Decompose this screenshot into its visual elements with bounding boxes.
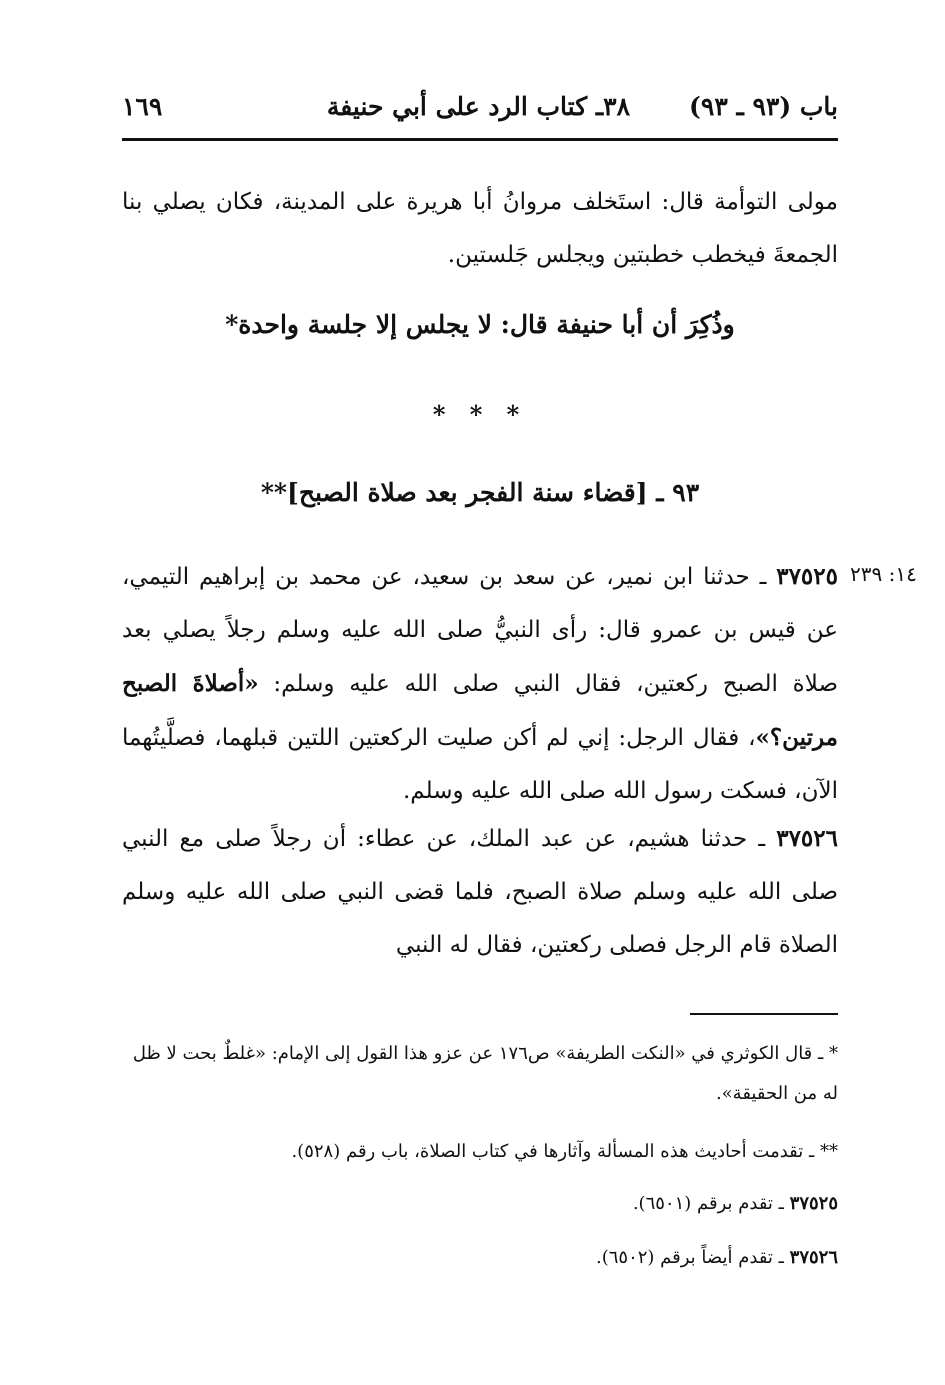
footnote-4 xyxy=(122,1238,838,1278)
running-header xyxy=(122,92,838,132)
hadith-37526-number: ٣٧٥٢٦ xyxy=(776,825,838,852)
page-number: ١٦٩ xyxy=(122,92,163,121)
footnote-3 xyxy=(122,1184,838,1224)
hadith-37525-text: ـ حدثنا ابن نمير، عن سعد بن سعيد، عن محمد بن إبراهيم التيمي، عن قيس بن عمرو قال: رأى النبيُّ صلى الله عليه وسلم رجلاً يصلي بعد صلاة الصبح ركعتين، فقال النبي صلى الله عليه وسلم: xyxy=(122,564,838,697)
hadith-37525-text-continued: ، فقال الرجل: إني لم أكن صليت الركعتين اللتين قبلهما، فصلَّيتُهما الآن، فسكت رسول الله صلى الله عليه وسلم. xyxy=(122,725,838,804)
footnote-4-text: ـ تقدم أيضاً برقم (٦٥٠٢). xyxy=(595,1247,790,1268)
footnote-1: * ـ قال الكوثري في «النكت الطريفة» ص١٧٦ عن عزو هذا القول إلى الإمام: «غلطٌ بحت لا ظل له من الحقيقة». xyxy=(132,1043,838,1104)
hadith-37526 xyxy=(122,812,838,972)
footnote-2: ** ـ تقدمت أحاديث هذه المسألة وآثارها في كتاب الصلاة، باب رقم (٥٢٨). xyxy=(291,1141,838,1162)
footnote-rule xyxy=(690,1013,838,1015)
footnote-4-number: ٣٧٥٢٦ xyxy=(789,1247,838,1268)
section-separator: * * * xyxy=(432,400,528,429)
header-chapter: باب (٩٣ ـ ٩٣) xyxy=(689,92,838,121)
header-book-title: ٣٨ـ كتاب الرد على أبي حنيفة xyxy=(326,92,630,121)
paragraph-continuation: مولى التوأمة قال: استَخلف مروانُ أبا هريرة على المدينة، فكان يصلي بنا الجمعةَ فيخطب خطبتين ويجلس جَلستين. xyxy=(122,189,838,268)
hadith-37525-number: ٣٧٥٢٥ xyxy=(776,563,838,590)
footnote-3-text: ـ تقدم برقم (٦٥٠١). xyxy=(632,1193,790,1214)
margin-reference: ١٤: ٢٣٩ xyxy=(850,562,917,586)
header-rule xyxy=(122,138,838,141)
hadith-37525-quote: «أصلاةَ الصبح مرتين؟» xyxy=(122,670,838,751)
abu-hanifa-statement: وذُكِرَ أن أبا حنيفة قال: لا يجلس إلا جلسة واحدة* xyxy=(225,310,735,339)
hadith-37526-text: ـ حدثنا هشيم، عن عبد الملك، عن عطاء: أن رجلاً صلى مع النبي صلى الله عليه وسلم صلاة الصبح، فلما قضى النبي صلى الله عليه وسلم الصلاة قام الرجل فصلى ركعتين، فقال له النبي xyxy=(122,826,838,958)
hadith-37525 xyxy=(122,550,838,818)
chapter-title: ٩٣ ـ [قضاء سنة الفجر بعد صلاة الصبح]** xyxy=(260,478,700,507)
footnote-3-number: ٣٧٥٢٥ xyxy=(789,1193,838,1214)
